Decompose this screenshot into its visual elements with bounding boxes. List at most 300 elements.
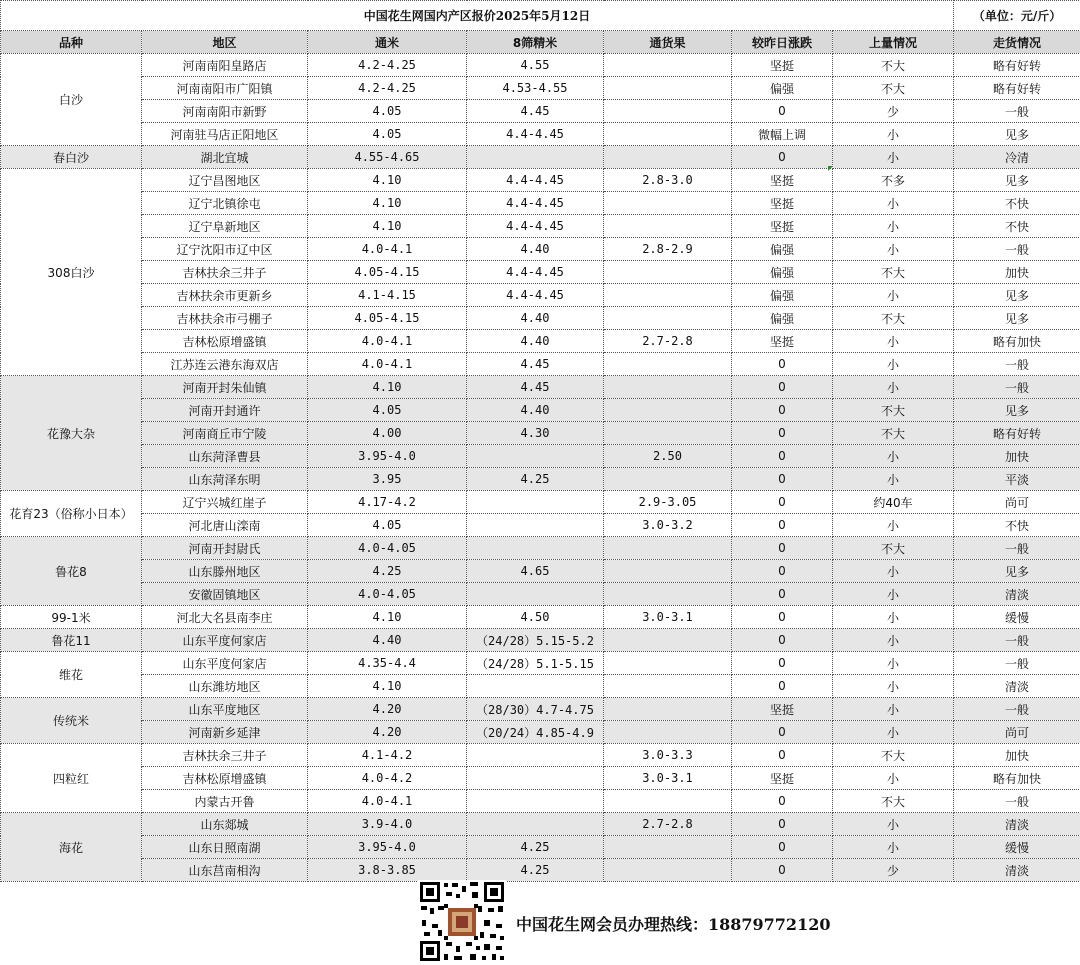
tongmi-cell: 4.1-4.15 — [308, 284, 467, 307]
supply-cell: 小 — [833, 583, 954, 606]
sales-cell: 加快 — [954, 744, 1080, 767]
change-cell: 0 — [732, 468, 833, 491]
table-row — [1, 330, 1080, 353]
sales-cell: 见多 — [954, 560, 1080, 583]
variety-cell: 鲁花11 — [1, 629, 142, 652]
change-cell: 0 — [732, 744, 833, 767]
tonghuoguo-cell — [604, 399, 732, 422]
tonghuoguo-cell: 3.0-3.3 — [604, 744, 732, 767]
supply-cell: 小 — [833, 629, 954, 652]
change-cell: 微幅上调 — [732, 123, 833, 146]
change-cell: 0 — [732, 652, 833, 675]
region-cell: 河南南阳市广阳镇 — [142, 77, 308, 100]
supply-cell: 小 — [833, 698, 954, 721]
tongmi-cell: 4.0-4.05 — [308, 537, 467, 560]
supply-cell: 小 — [833, 675, 954, 698]
sales-cell: 加快 — [954, 261, 1080, 284]
sales-cell: 加快 — [954, 445, 1080, 468]
sales-cell: 见多 — [954, 169, 1080, 192]
region-cell: 河南开封通许 — [142, 399, 308, 422]
tongmi-cell: 4.1-4.2 — [308, 744, 467, 767]
8sieve-cell — [467, 537, 604, 560]
region-cell: 辽宁北镇徐屯 — [142, 192, 308, 215]
tongmi-cell: 3.9-4.0 — [308, 813, 467, 836]
tongmi-cell: 4.05-4.15 — [308, 261, 467, 284]
supply-cell: 不大 — [833, 54, 954, 77]
sales-cell: 缓慢 — [954, 606, 1080, 629]
8sieve-cell: 4.25 — [467, 836, 604, 859]
8sieve-cell: 4.4-4.45 — [467, 215, 604, 238]
region-cell: 吉林松原增盛镇 — [142, 330, 308, 353]
region-cell: 河南开封尉氏 — [142, 537, 308, 560]
table-row — [1, 284, 1080, 307]
8sieve-cell: 4.40 — [467, 399, 604, 422]
table-row — [1, 629, 1080, 652]
sales-cell: 一般 — [954, 353, 1080, 376]
supply-cell: 小 — [833, 767, 954, 790]
sales-cell: 略有加快 — [954, 330, 1080, 353]
supply-cell: 约40车 — [833, 491, 954, 514]
table-row — [1, 583, 1080, 606]
change-cell: 0 — [732, 146, 833, 169]
sales-cell: 冷清 — [954, 146, 1080, 169]
tonghuoguo-cell: 3.0-3.1 — [604, 767, 732, 790]
sales-cell: 见多 — [954, 123, 1080, 146]
supply-cell: 不大 — [833, 744, 954, 767]
variety-cell: 鲁花8 — [1, 537, 142, 606]
variety-cell: 99-1米 — [1, 606, 142, 629]
table-row — [1, 238, 1080, 261]
tongmi-cell: 4.20 — [308, 721, 467, 744]
region-cell: 吉林扶余三井子 — [142, 261, 308, 284]
change-cell: 坚挺 — [732, 169, 833, 192]
supply-cell: 小 — [833, 836, 954, 859]
tongmi-cell: 4.05 — [308, 399, 467, 422]
header-variety: 品种 — [1, 31, 142, 54]
tonghuoguo-cell: 2.8-3.0 — [604, 169, 732, 192]
table-row — [1, 54, 1080, 77]
sales-cell: 见多 — [954, 284, 1080, 307]
8sieve-cell — [467, 675, 604, 698]
tonghuoguo-cell — [604, 537, 732, 560]
tongmi-cell: 3.8-3.85 — [308, 859, 467, 882]
tonghuoguo-cell: 2.8-2.9 — [604, 238, 732, 261]
change-cell: 0 — [732, 399, 833, 422]
supply-cell: 小 — [833, 353, 954, 376]
table-row — [1, 698, 1080, 721]
table-row — [1, 353, 1080, 376]
sales-cell: 一般 — [954, 537, 1080, 560]
change-cell: 0 — [732, 422, 833, 445]
table-row — [1, 261, 1080, 284]
supply-cell: 小 — [833, 560, 954, 583]
region-cell: 山东平度何家店 — [142, 629, 308, 652]
table-row — [1, 836, 1080, 859]
tonghuoguo-cell: 2.50 — [604, 445, 732, 468]
8sieve-cell — [467, 744, 604, 767]
tonghuoguo-cell — [604, 307, 732, 330]
region-cell: 内蒙古开鲁 — [142, 790, 308, 813]
tongmi-cell: 4.10 — [308, 215, 467, 238]
region-cell: 河南南阳皇路店 — [142, 54, 308, 77]
8sieve-cell: 4.30 — [467, 422, 604, 445]
tonghuoguo-cell — [604, 652, 732, 675]
change-cell: 坚挺 — [732, 192, 833, 215]
region-cell: 山东平度何家店 — [142, 652, 308, 675]
change-cell: 偏强 — [732, 238, 833, 261]
change-cell: 0 — [732, 629, 833, 652]
region-cell: 山东菏泽曹县 — [142, 445, 308, 468]
sales-cell: 一般 — [954, 100, 1080, 123]
sales-cell: 一般 — [954, 698, 1080, 721]
tongmi-cell: 4.25 — [308, 560, 467, 583]
tongmi-cell: 4.05 — [308, 123, 467, 146]
8sieve-cell — [467, 491, 604, 514]
title-row — [1, 1, 1080, 31]
region-cell: 吉林松原增盛镇 — [142, 767, 308, 790]
tonghuoguo-cell — [604, 629, 732, 652]
8sieve-cell: 4.4-4.45 — [467, 192, 604, 215]
tongmi-cell: 3.95-4.0 — [308, 836, 467, 859]
change-cell: 0 — [732, 514, 833, 537]
change-cell: 0 — [732, 560, 833, 583]
region-cell: 河北唐山滦南 — [142, 514, 308, 537]
change-cell: 0 — [732, 606, 833, 629]
tongmi-cell: 4.35-4.4 — [308, 652, 467, 675]
table-row — [1, 192, 1080, 215]
tonghuoguo-cell — [604, 422, 732, 445]
header-sales: 走货情况 — [954, 31, 1080, 54]
tongmi-cell: 3.95 — [308, 468, 467, 491]
tonghuoguo-cell — [604, 100, 732, 123]
region-cell: 山东日照南湖 — [142, 836, 308, 859]
sales-cell: 清淡 — [954, 675, 1080, 698]
sales-cell: 一般 — [954, 238, 1080, 261]
region-cell: 吉林扶余三井子 — [142, 744, 308, 767]
tongmi-cell: 4.10 — [308, 169, 467, 192]
region-cell: 山东郯城 — [142, 813, 308, 836]
tongmi-cell: 4.05 — [308, 100, 467, 123]
tongmi-cell: 4.55-4.65 — [308, 146, 467, 169]
8sieve-cell: 4.4-4.45 — [467, 169, 604, 192]
change-cell: 0 — [732, 583, 833, 606]
header-8sieve: 8筛精米 — [467, 31, 604, 54]
8sieve-cell: 4.40 — [467, 307, 604, 330]
change-cell: 0 — [732, 353, 833, 376]
change-cell: 坚挺 — [732, 215, 833, 238]
8sieve-cell — [467, 514, 604, 537]
region-cell: 吉林扶余市更新乡 — [142, 284, 308, 307]
change-cell: 坚挺 — [732, 698, 833, 721]
region-cell: 河南新乡延津 — [142, 721, 308, 744]
header-tonghuoguo: 通货果 — [604, 31, 732, 54]
tonghuoguo-cell — [604, 836, 732, 859]
table-row — [1, 744, 1080, 767]
header-tongmi: 通米 — [308, 31, 467, 54]
8sieve-cell: 4.45 — [467, 353, 604, 376]
sales-cell: 尚可 — [954, 721, 1080, 744]
header-region: 地区 — [142, 31, 308, 54]
sales-cell: 不快 — [954, 192, 1080, 215]
supply-cell: 不大 — [833, 261, 954, 284]
table-row — [1, 146, 1080, 169]
tonghuoguo-cell — [604, 376, 732, 399]
region-cell: 辽宁阜新地区 — [142, 215, 308, 238]
variety-cell: 维花 — [1, 652, 142, 698]
tongmi-cell: 4.10 — [308, 192, 467, 215]
change-cell: 0 — [732, 790, 833, 813]
change-cell: 坚挺 — [732, 767, 833, 790]
8sieve-cell — [467, 767, 604, 790]
change-cell: 坚挺 — [732, 330, 833, 353]
supply-cell: 小 — [833, 146, 954, 169]
8sieve-cell: 4.45 — [467, 100, 604, 123]
supply-cell: 不大 — [833, 790, 954, 813]
supply-cell: 不大 — [833, 537, 954, 560]
supply-cell: 少 — [833, 100, 954, 123]
variety-cell: 花豫大杂 — [1, 376, 142, 491]
sales-cell: 缓慢 — [954, 836, 1080, 859]
tongmi-cell: 4.0-4.1 — [308, 790, 467, 813]
8sieve-cell: 4.65 — [467, 560, 604, 583]
table-row — [1, 77, 1080, 100]
hotline-text: 中国花生网会员办理热线：18879772120 — [516, 915, 831, 934]
table-row — [1, 399, 1080, 422]
supply-cell: 小 — [833, 606, 954, 629]
tonghuoguo-cell — [604, 790, 732, 813]
sales-cell: 清淡 — [954, 583, 1080, 606]
change-cell: 0 — [732, 813, 833, 836]
change-cell: 0 — [732, 537, 833, 560]
tonghuoguo-cell — [604, 261, 732, 284]
supply-cell: 小 — [833, 330, 954, 353]
tonghuoguo-cell: 2.9-3.05 — [604, 491, 732, 514]
tonghuoguo-cell: 2.7-2.8 — [604, 330, 732, 353]
sales-cell: 略有好转 — [954, 422, 1080, 445]
tongmi-cell: 4.40 — [308, 629, 467, 652]
table-row — [1, 606, 1080, 629]
8sieve-cell: （28/30）4.7-4.75 — [467, 698, 604, 721]
change-cell: 偏强 — [732, 261, 833, 284]
table-row — [1, 537, 1080, 560]
region-cell: 河南商丘市宁陵 — [142, 422, 308, 445]
variety-cell: 传统米 — [1, 698, 142, 744]
tonghuoguo-cell — [604, 721, 732, 744]
8sieve-cell: （24/28）5.15-5.2 — [467, 629, 604, 652]
change-cell: 偏强 — [732, 307, 833, 330]
supply-cell: 小 — [833, 813, 954, 836]
supply-cell: 小 — [833, 192, 954, 215]
change-cell: 0 — [732, 100, 833, 123]
table-row — [1, 813, 1080, 836]
8sieve-cell: 4.4-4.45 — [467, 284, 604, 307]
region-cell: 山东滕州地区 — [142, 560, 308, 583]
tonghuoguo-cell — [604, 54, 732, 77]
tonghuoguo-cell — [604, 284, 732, 307]
unit-label: （单位：元/斤） — [954, 1, 1080, 31]
tonghuoguo-cell — [604, 123, 732, 146]
sales-cell: 略有加快 — [954, 767, 1080, 790]
table-row — [1, 675, 1080, 698]
table-row — [1, 491, 1080, 514]
sales-cell: 一般 — [954, 629, 1080, 652]
region-cell: 山东平度地区 — [142, 698, 308, 721]
region-cell: 山东菏泽东明 — [142, 468, 308, 491]
change-cell: 坚挺 — [732, 54, 833, 77]
change-cell: 偏强 — [732, 284, 833, 307]
table-row — [1, 376, 1080, 399]
sales-cell: 清淡 — [954, 859, 1080, 882]
tonghuoguo-cell — [604, 675, 732, 698]
tongmi-cell: 4.2-4.25 — [308, 54, 467, 77]
table-row — [1, 767, 1080, 790]
8sieve-cell: 4.50 — [467, 606, 604, 629]
change-cell: 0 — [732, 445, 833, 468]
table-row — [1, 560, 1080, 583]
region-cell: 山东潍坊地区 — [142, 675, 308, 698]
tongmi-cell: 4.0-4.05 — [308, 583, 467, 606]
qr-code-icon — [418, 880, 506, 963]
region-cell: 河南开封朱仙镇 — [142, 376, 308, 399]
supply-cell: 小 — [833, 652, 954, 675]
header-row — [1, 31, 1080, 54]
tonghuoguo-cell — [604, 77, 732, 100]
supply-cell: 小 — [833, 468, 954, 491]
variety-cell: 花育23（俗称小日本） — [1, 491, 142, 537]
supply-cell: 不大 — [833, 422, 954, 445]
supply-cell: 小 — [833, 514, 954, 537]
page-title: 中国花生网国内产区报价2025年5月12日 — [1, 1, 954, 31]
region-cell: 河南驻马店正阳地区 — [142, 123, 308, 146]
region-cell: 辽宁兴城红崖子 — [142, 491, 308, 514]
change-cell: 0 — [732, 675, 833, 698]
region-cell: 湖北宜城 — [142, 146, 308, 169]
table-row — [1, 514, 1080, 537]
change-cell: 偏强 — [732, 77, 833, 100]
sales-cell: 平淡 — [954, 468, 1080, 491]
sales-cell: 不快 — [954, 514, 1080, 537]
8sieve-cell — [467, 813, 604, 836]
tonghuoguo-cell — [604, 353, 732, 376]
change-cell: 0 — [732, 859, 833, 882]
table-row — [1, 422, 1080, 445]
sales-cell: 尚可 — [954, 491, 1080, 514]
tonghuoguo-cell: 2.7-2.8 — [604, 813, 732, 836]
region-cell: 山东莒南相沟 — [142, 859, 308, 882]
sales-cell: 一般 — [954, 376, 1080, 399]
sales-cell: 略有好转 — [954, 77, 1080, 100]
8sieve-cell: 4.40 — [467, 330, 604, 353]
header-change: 较昨日涨跌 — [732, 31, 833, 54]
8sieve-cell — [467, 790, 604, 813]
8sieve-cell: 4.45 — [467, 376, 604, 399]
tongmi-cell: 4.10 — [308, 376, 467, 399]
table-row — [1, 652, 1080, 675]
region-cell: 安徽固镇地区 — [142, 583, 308, 606]
8sieve-cell: 4.55 — [467, 54, 604, 77]
sales-cell: 一般 — [954, 790, 1080, 813]
sales-cell: 一般 — [954, 652, 1080, 675]
change-cell: 0 — [732, 376, 833, 399]
tongmi-cell: 4.0-4.2 — [308, 767, 467, 790]
tongmi-cell: 4.20 — [308, 698, 467, 721]
sales-cell: 清淡 — [954, 813, 1080, 836]
supply-cell: 小 — [833, 238, 954, 261]
change-cell: 0 — [732, 721, 833, 744]
supply-cell: 小 — [833, 215, 954, 238]
tongmi-cell: 4.05 — [308, 514, 467, 537]
table-row — [1, 307, 1080, 330]
sales-cell: 不快 — [954, 215, 1080, 238]
tongmi-cell: 4.2-4.25 — [308, 77, 467, 100]
footer — [0, 878, 1080, 965]
supply-cell: 不大 — [833, 399, 954, 422]
tongmi-cell: 4.0-4.1 — [308, 330, 467, 353]
tongmi-cell: 4.05-4.15 — [308, 307, 467, 330]
supply-cell: 小 — [833, 376, 954, 399]
tonghuoguo-cell: 3.0-3.2 — [604, 514, 732, 537]
tonghuoguo-cell: 3.0-3.1 — [604, 606, 732, 629]
table-row — [1, 445, 1080, 468]
region-cell: 辽宁沈阳市辽中区 — [142, 238, 308, 261]
sales-cell: 见多 — [954, 307, 1080, 330]
supply-cell: 少 — [833, 859, 954, 882]
8sieve-cell: 4.4-4.45 — [467, 123, 604, 146]
tonghuoguo-cell — [604, 146, 732, 169]
8sieve-cell — [467, 583, 604, 606]
tonghuoguo-cell — [604, 215, 732, 238]
tonghuoguo-cell — [604, 560, 732, 583]
variety-cell: 海花 — [1, 813, 142, 882]
change-cell: 0 — [732, 836, 833, 859]
8sieve-cell: 4.25 — [467, 468, 604, 491]
tongmi-cell: 4.10 — [308, 675, 467, 698]
8sieve-cell — [467, 445, 604, 468]
variety-cell: 四粒红 — [1, 744, 142, 813]
tongmi-cell: 4.0-4.1 — [308, 238, 467, 261]
table-row — [1, 468, 1080, 491]
variety-cell: 白沙 — [1, 54, 142, 146]
cell-comment-marker — [828, 166, 833, 171]
variety-cell: 春白沙 — [1, 146, 142, 169]
8sieve-cell — [467, 146, 604, 169]
supply-cell: 小 — [833, 284, 954, 307]
table-row — [1, 169, 1080, 192]
tongmi-cell: 4.17-4.2 — [308, 491, 467, 514]
tongmi-cell: 4.10 — [308, 606, 467, 629]
table-row — [1, 790, 1080, 813]
tonghuoguo-cell — [604, 698, 732, 721]
8sieve-cell: 4.4-4.45 — [467, 261, 604, 284]
table-row — [1, 100, 1080, 123]
sales-cell: 见多 — [954, 399, 1080, 422]
tonghuoguo-cell — [604, 192, 732, 215]
table-row — [1, 215, 1080, 238]
supply-cell: 不大 — [833, 307, 954, 330]
8sieve-cell: （24/28）5.1-5.15 — [467, 652, 604, 675]
sales-cell: 略有好转 — [954, 54, 1080, 77]
variety-cell: 308白沙 — [1, 169, 142, 376]
table-row — [1, 123, 1080, 146]
region-cell: 吉林扶余市弓棚子 — [142, 307, 308, 330]
tongmi-cell: 4.0-4.1 — [308, 353, 467, 376]
tongmi-cell: 3.95-4.0 — [308, 445, 467, 468]
supply-cell: 小 — [833, 721, 954, 744]
8sieve-cell: 4.25 — [467, 859, 604, 882]
supply-cell: 小 — [833, 445, 954, 468]
region-cell: 河南南阳市新野 — [142, 100, 308, 123]
8sieve-cell: （20/24）4.85-4.9 — [467, 721, 604, 744]
